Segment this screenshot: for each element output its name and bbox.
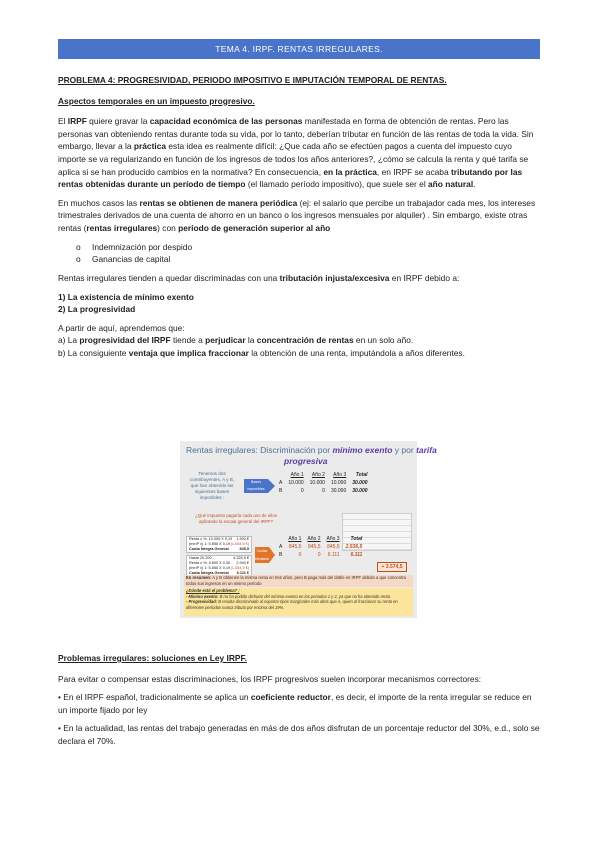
- irregular-income-infographic: [180, 441, 437, 618]
- figure-title-line2: progresiva: [284, 456, 328, 466]
- table-row: A 10.000 10.000 10.000 30.000: [279, 480, 368, 487]
- calc-b-box: [186, 555, 252, 577]
- learn-a: a) La progresividad del IRPF tiende a perjudicar la concentración de rentas en un solo año.: [58, 335, 414, 346]
- calc-row: Cuota Íntegra General 845,5: [189, 547, 249, 551]
- col-header: Año 2: [307, 536, 321, 543]
- table-row: B 0 0 6.111 6.111: [279, 552, 363, 559]
- calc-row: Cuota Íntegra General 6.111 €: [189, 571, 249, 575]
- calc-row: Hasta 20.200 4.225,5 €: [189, 556, 249, 560]
- col-header: Total: [355, 472, 368, 479]
- cause-progressivity: 2) La progresividad: [58, 304, 136, 315]
- difference-badge: + 3.574,5: [377, 562, 407, 572]
- section-title-solutions: Problemas irregulares: soluciones en Ley IRPF.: [58, 653, 247, 663]
- irregular-income-list: [58, 241, 542, 266]
- calc-row: Renta x %: 10.000 X 0,19 1.900 €: [189, 537, 249, 541]
- section-title-temporal: Aspectos temporales en un impuesto progresivo.: [58, 95, 255, 106]
- paragraph-irpf: El IRPF quiere gravar la capacidad económica de las personas manifestada en forma de obtención de rentas. Pero las personas van obteniendo rentas durante toda su vida, por lo tanto, deberían tributar en función de las rentas de toda la vida. Sin embargo, llevar a la práctica esta idea es realmente difícil: ¿Que cada año se efectúen pagos a cuenta del impuesto cuyo importe se va regularizando en función de los ingresos de todos los años anteriores?, ¿cómo se calcula la renta y qué tarifa se aplica si se han producido cambios en la normativa? En consecuencia, en la práctica, en IRPF se acaba tributando por las rentas obtenidas durante un período de tiempo (el llamado período impositivo), que suele ser el año natural.: [58, 116, 534, 190]
- cuotas-arrow: Cuotas tributarias: [255, 549, 270, 561]
- figure-question: ¿Qué impuesto pagaría cada uno de ellos aplicando la escala general del IRPF?: [195, 513, 277, 524]
- cause-minimum: 1) La existencia de mínimo exento: [58, 291, 194, 302]
- paragraph-coefficient: • En el IRPF español, tradicionalmente se aplica un coeficiente reductor, es decir, el importe de la renta irregular se reduce en un importe fijado por ley: [58, 692, 532, 715]
- learn-b: b) La consiguiente ventaja que implica fraccionar la obtención de una renta, imputándola a años diferentes.: [58, 347, 465, 358]
- col-header: Total: [350, 536, 363, 543]
- paragraph-current: • En la actualidad, las rentas del trabajo generadas en más de dos años disfrutan de un porcentaje reductor del 30%, e.d., solo se declara el 70%.: [58, 723, 540, 747]
- calc-row: Renta x %: 9.800 X 0,30 2.940 €: [189, 561, 249, 565]
- list-item: o Indemnización por despido: [58, 241, 542, 254]
- table-row: B 0 0 30.000 30.000: [279, 488, 368, 495]
- col-header: Año 1: [288, 536, 302, 543]
- list-item: o Ganancias de capital: [58, 253, 542, 266]
- solutions-section: [58, 652, 542, 748]
- problem-title: PROBLEMA 4: PROGRESIVIDAD, PERIODO IMPOSITIVO E IMPUTACIÓN TEMPORAL DE RENTAS.: [58, 75, 447, 85]
- figure-intro-text: Tenemos dos contribuyentes, A y B, que han obtenido las siguientes bases imponibles :: [189, 471, 235, 500]
- calc-a-box: [186, 536, 252, 553]
- bases-table: [276, 472, 371, 496]
- col-header: Año 3: [326, 536, 340, 543]
- figure-title: Rentas irregulares: Discriminación por mínimo exento y por tarifa: [186, 445, 437, 455]
- col-header: Año 2: [311, 472, 325, 479]
- document-body: [58, 72, 542, 360]
- page-header: TEMA 4. IRPF. RENTAS IRREGULARES.: [58, 39, 540, 59]
- cuotas-table: [276, 536, 365, 560]
- calc-row: (mínP x) 1: 5.550 X 0,19 (1.054,5 €): [189, 542, 249, 546]
- table-row: A 845,5 845,5 845,5 2.536,5: [279, 544, 363, 551]
- col-header: Año 1: [290, 472, 304, 479]
- problem-box: ¿Dónde está el problema? : - Mínimo exento: B no ha podido disfrutar del mínimo exento en los periodos 1 y 2, ya que no ha obtenido renta. - Progresividad: B resulta discriminado al soportar tipos marginales más altos que A, quien al fraccionar su renta en diferentes períodos nunca tributa por encima del 19%.: [184, 588, 413, 616]
- bases-arrow: Bases imponibles: [244, 479, 268, 493]
- col-header: Año 3: [333, 472, 347, 479]
- summary-box: En resumen: A y B obtienen la misma renta en tres años, pero B paga más del doble en IRPF debido a que concentra todos sus ingresos en un mismo período: [184, 575, 413, 587]
- learn-intro: A partir de aquí, aprendemos que:: [58, 322, 185, 333]
- calc-row: (mínP x) 1: 5.550 X 0,19 (1.054,5 €): [189, 566, 249, 570]
- paragraph-discrimination: Rentas irregulares tienden a quedar discriminadas con una tributación injusta/excesiva en IRPF debido a:: [58, 272, 460, 283]
- paragraph-periodic: En muchos casos las rentas se obtienen de manera periódica (ej: el salario que percibe un trabajador cada mes, los intereses trimestrales derivados de una cuenta de ahorro en un banco o los ingresos mensuales por alquiler) . Sin embargo, existe otras rentas (rentas irregulares) con período de generación superior al año: [58, 197, 536, 234]
- paragraph-correctors: Para evitar o compensar estas discriminaciones, los IRPF progresivos suelen incorporar mecanismos correctores:: [58, 673, 482, 684]
